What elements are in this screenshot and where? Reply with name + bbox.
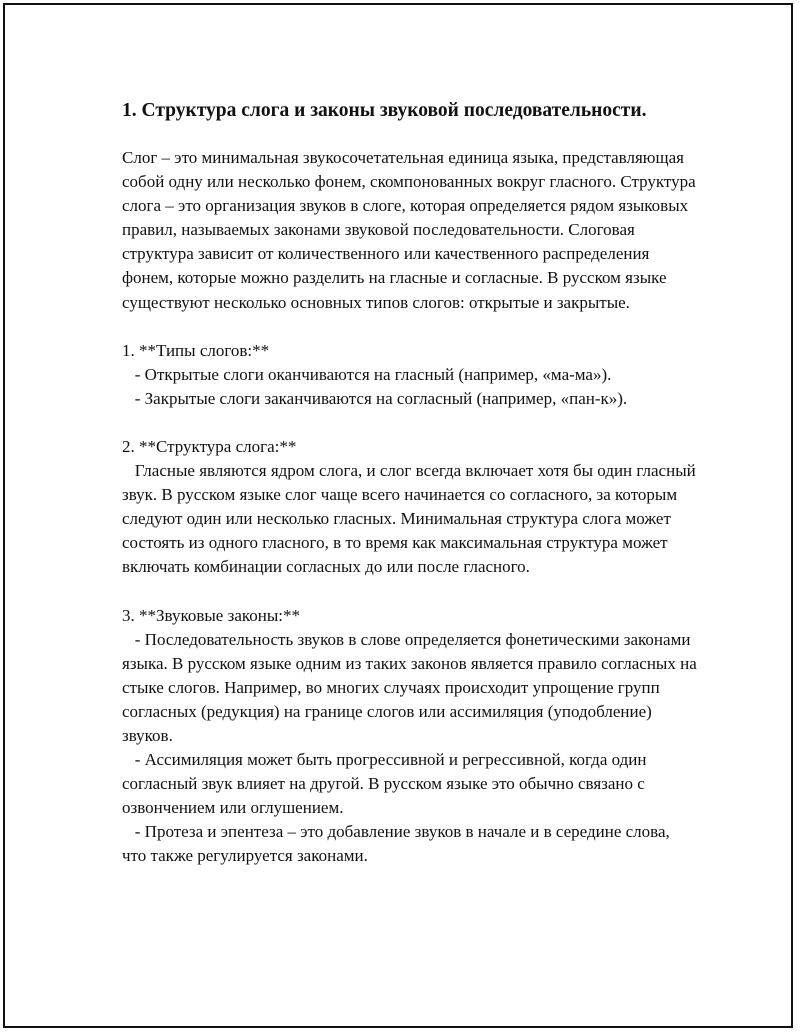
section-gap bbox=[122, 411, 697, 435]
intro-paragraph: Слог – это минимальная звукосочетательная единица языка, представляющая собой одну или несколько фонем, скомпонованных вокруг гласного. Структура слога – это организация звуков в слоге, которая определяется рядом языковых правил, называемых законами звуковой последовательности. Слоговая структура зависит от количественного или качественного распределения фонем, которые можно разделить на гласные и согласные. В русском языке существуют несколько основных типов слогов: открытые и закрытые. bbox=[122, 148, 700, 312]
document-heading: 1. Структура слога и законы звуковой последовательности. bbox=[122, 100, 647, 121]
page-frame bbox=[3, 3, 793, 1028]
section-gap bbox=[122, 315, 697, 339]
section-body: - Открытые слоги оканчиваются на гласный (например, «ма-ма»). - Закрытые слоги заканчиваются на согласный (например, «пан-к»). bbox=[134, 364, 628, 408]
section-title: 3. **Звуковые законы:** bbox=[122, 605, 301, 625]
section-title: 2. **Структура слога:** bbox=[122, 436, 297, 456]
section-title: 1. **Типы слогов:** bbox=[122, 340, 270, 360]
section-body: - Последовательность звуков в слове определяется фонетическими законами языка. В русском языке одним из таких законов является правило согласных на стыке слогов. Например, во многих случаях происходит упрощение групп согласных (редукция) на границе слогов или ассимиляция (уподобление) звуков. - Ассимиляция может быть прогрессивной и регрессивной, когда один согласный звук влияет на другой. В русском языке это обычно связано с озвончением или оглушением. - Протеза и эпентеза – это добавление звуков в начале и в середине слова, что также регулируется законами. bbox=[122, 629, 697, 866]
section-sound-laws bbox=[122, 604, 697, 869]
section-body: Гласные являются ядром слога, и слог всегда включает хотя бы один гласный звук. В русском языке слог чаще всего начинается со согласного, за которым следуют один или несколько гласных. Минимальная структура слога может состоять из одного гласного, в то время как максимальная структура может включать комбинации согласных до или после гласного. bbox=[122, 461, 700, 577]
section-syllable-structure bbox=[122, 435, 700, 580]
section-syllable-types bbox=[122, 339, 697, 411]
section-gap bbox=[122, 580, 697, 604]
document-body bbox=[122, 97, 700, 869]
